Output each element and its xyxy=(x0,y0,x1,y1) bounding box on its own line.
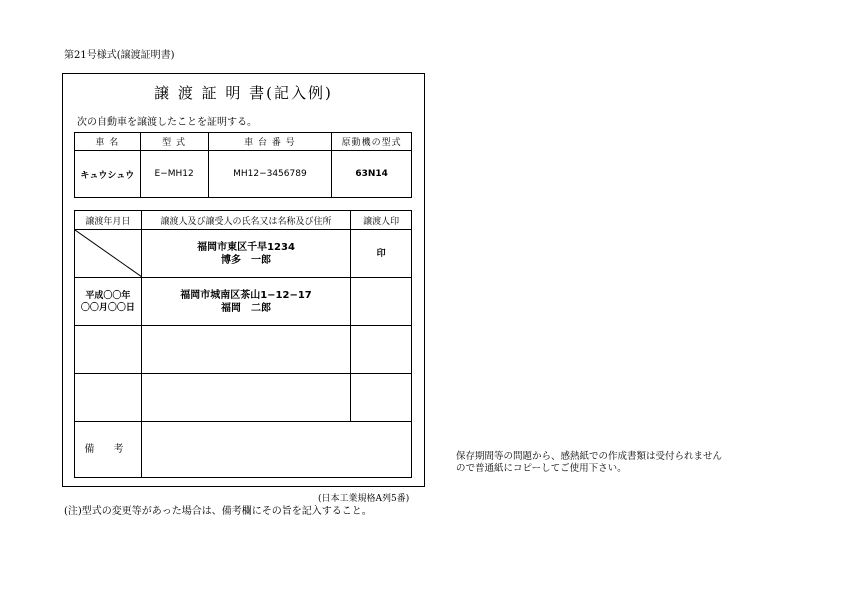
transfer-table xyxy=(74,210,412,478)
transfer-header-date: 譲渡年月日 xyxy=(75,211,142,230)
transfer-header-row xyxy=(75,211,412,230)
empty-seal-cell xyxy=(351,278,412,326)
paper-standard: (日本工業規格A列5番) xyxy=(318,494,410,504)
table-row xyxy=(75,278,412,326)
vehicle-name-value: キュウシュウ xyxy=(75,151,141,198)
transferee-address: 福岡市城南区茶山1−12−17 xyxy=(180,289,312,301)
vehicle-value-row xyxy=(75,151,412,198)
diagonal-cell xyxy=(75,230,142,278)
empty-cell xyxy=(141,326,350,374)
transferor-address: 福岡市東区千早1234 xyxy=(197,241,295,253)
vehicle-header-model: 型 式 xyxy=(140,133,208,151)
notice-line-1: 保存期間等の問題から、感熱紙での作成書類は受付られません xyxy=(456,451,723,462)
empty-cell xyxy=(75,326,142,374)
thermal-paper-notice xyxy=(456,451,722,475)
seal-mark: 印 xyxy=(351,230,412,278)
footnote: (注)型式の変更等があった場合は、備考欄にその旨を記入すること。 xyxy=(64,506,372,517)
empty-cell xyxy=(351,374,412,422)
vehicle-header-name: 車 名 xyxy=(75,133,141,151)
diagonal-line xyxy=(75,230,142,277)
vehicle-chassis-value: MH12−3456789 xyxy=(208,151,332,198)
empty-cell xyxy=(75,374,142,422)
table-row xyxy=(75,326,412,374)
page-title: 譲 渡 証 明 書(記入例) xyxy=(154,84,333,102)
empty-cell xyxy=(351,326,412,374)
table-row xyxy=(75,230,412,278)
empty-cell xyxy=(141,374,350,422)
transfer-header-parties: 譲渡人及び譲受人の氏名又は名称及び住所 xyxy=(141,211,350,230)
vehicle-header-chassis: 車 台 番 号 xyxy=(208,133,332,151)
transferee-cell xyxy=(141,278,350,326)
form-number: 第21号様式(譲渡証明書) xyxy=(64,50,175,61)
vehicle-header-engine: 原動機の型式 xyxy=(332,133,412,151)
remarks-cell xyxy=(141,422,411,478)
transfer-date-year: 平成〇〇年 xyxy=(85,290,131,301)
transferor-name: 博多 一郎 xyxy=(221,254,271,266)
vehicle-header-row xyxy=(75,133,412,151)
remarks-row xyxy=(75,422,412,478)
vehicle-model-value: E−MH12 xyxy=(140,151,208,198)
transfer-date-cell xyxy=(75,278,142,326)
notice-line-2: ので普通紙にコピーしてご使用下さい。 xyxy=(456,463,627,474)
vehicle-engine-value: 63N14 xyxy=(332,151,412,198)
transferor-cell xyxy=(141,230,350,278)
transfer-header-seal: 譲渡人印 xyxy=(351,211,412,230)
transferee-name: 福岡 二郎 xyxy=(221,302,271,314)
vehicle-table xyxy=(74,132,412,198)
table-row xyxy=(75,374,412,422)
transfer-date-day: 〇〇月〇〇日 xyxy=(80,302,135,313)
intro-text: 次の自動車を譲渡したことを証明する。 xyxy=(77,117,257,128)
remarks-label: 備 考 xyxy=(75,422,142,478)
